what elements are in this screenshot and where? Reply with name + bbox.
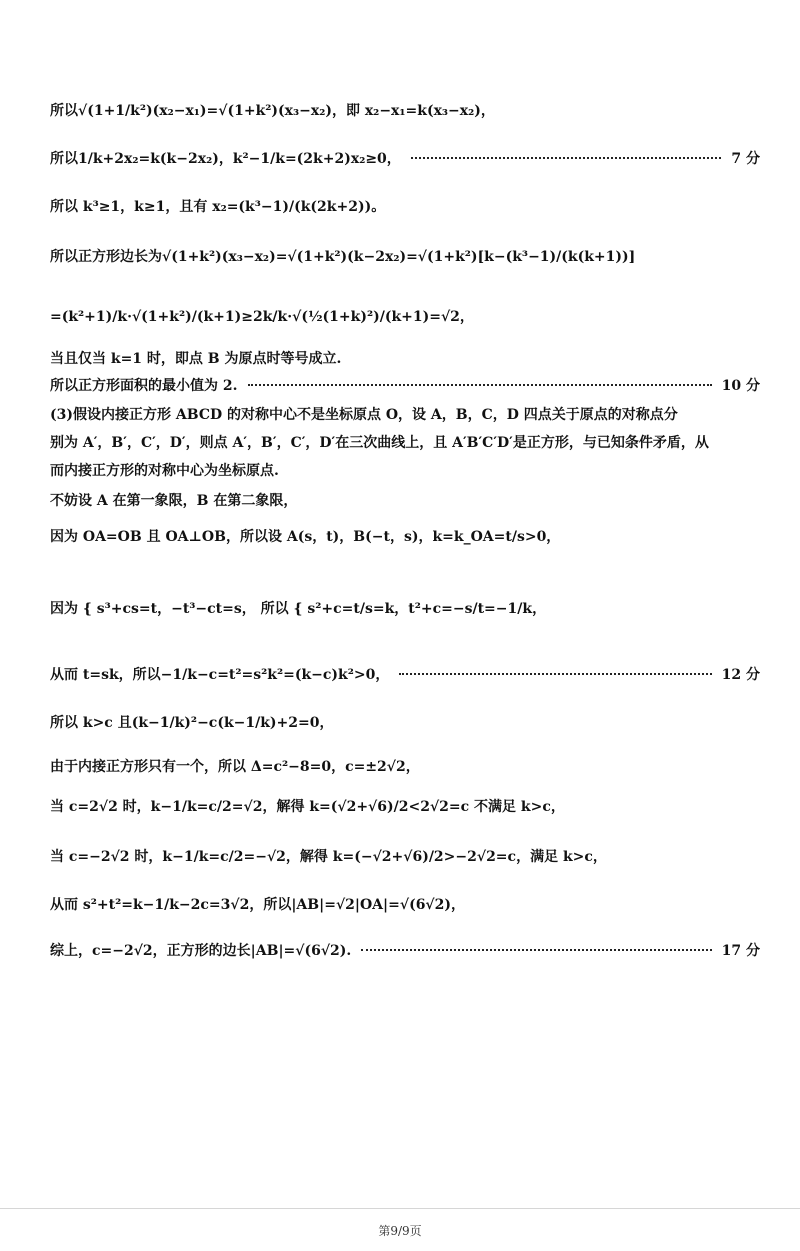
line-text: 综上，c=−2√2，正方形的边长|AB|=√(6√2). xyxy=(50,943,352,959)
line-text: 当 c=−2√2 时，k−1/k=c/2=−√2，解得 k=(−√2+√6)/2>−2√2=c，满足 k>c， xyxy=(50,849,607,865)
solution-line xyxy=(50,598,760,618)
footer-divider xyxy=(0,1208,800,1209)
solution-line xyxy=(50,940,760,960)
line-text: 所以 k>c 且(k−1/k)²−c(k−1/k)+2=0， xyxy=(50,715,334,731)
page-number: 第9/9页 xyxy=(378,1224,422,1238)
line-text: 由于内接正方形只有一个，所以 Δ=c²−8=0，c=±2√2， xyxy=(50,759,420,775)
solution-line xyxy=(50,306,760,326)
solution-line xyxy=(50,246,760,266)
line-text: =(k²+1)/k·√(1+k²)/(k+1)≥2k/k·√(½(1+k)²)/(k+1)=√2， xyxy=(50,309,474,325)
solution-line xyxy=(50,664,760,684)
solution-line xyxy=(50,796,760,816)
line-text: 所以1/k+2x₂=k(k−2x₂)，k²−1/k=(2k+2)x₂≥0， xyxy=(50,151,401,167)
solution-line xyxy=(50,100,760,120)
line-text: 因为 OA=OB 且 OA⊥OB，所以设 A(s，t)，B(−t，s)，k=k_OA=t/s>0， xyxy=(50,529,561,545)
leader-dots xyxy=(411,157,722,159)
leader-dots xyxy=(399,673,711,675)
solution-line xyxy=(50,404,760,424)
score-label: 10 分 xyxy=(721,378,760,394)
line-text: 从而 s²+t²=k−1/k−2c=3√2，所以|AB|=√2|OA|=√(6√2)， xyxy=(50,897,466,913)
solution-line xyxy=(50,348,760,368)
solution-line xyxy=(50,894,760,914)
solution-line xyxy=(50,432,760,452)
line-text: 不妨设 A 在第一象限，B 在第二象限， xyxy=(50,493,298,509)
solution-line xyxy=(50,196,760,216)
line-text: 所以 k³≥1，k≥1，且有 x₂=(k³−1)/(k(2k+2))。 xyxy=(50,199,386,215)
score-label: 17 分 xyxy=(721,943,760,959)
score-label: 12 分 xyxy=(721,667,760,683)
solution-line xyxy=(50,756,760,776)
line-text: 而内接正方形的对称中心为坐标原点. xyxy=(50,463,279,479)
solution-line xyxy=(50,490,760,510)
leader-dots xyxy=(361,949,711,951)
solution-line xyxy=(50,148,760,168)
solution-line xyxy=(50,375,760,395)
line-text: 所以√(1+1/k²)(x₂−x₁)=√(1+k²)(x₃−x₂)，即 x₂−x₁=k(x₃−x₂)， xyxy=(50,103,495,119)
line-text: (3)假设内接正方形 ABCD 的对称中心不是坐标原点 O，设 A，B，C，D 四点关于原点的对称点分 xyxy=(50,407,678,423)
line-text: 当 c=2√2 时，k−1/k=c/2=√2，解得 k=(√2+√6)/2<2√2=c 不满足 k>c， xyxy=(50,799,565,815)
line-text: 因为 { s³+cs=t，−t³−ct=s， 所以 { s²+c=t/s=k，t²+c=−s/t=−1/k， xyxy=(50,601,547,617)
line-text: 当且仅当 k=1 时，即点 B 为原点时等号成立. xyxy=(50,351,342,367)
line-text: 别为 A′，B′，C′，D′，则点 A′，B′，C′，D′在三次曲线上，且 A′B′C′D′是正方形，与已知条件矛盾，从 xyxy=(50,435,709,451)
solution-line xyxy=(50,712,760,732)
solution-line xyxy=(50,460,760,480)
solution-line xyxy=(50,526,760,546)
leader-dots xyxy=(248,384,712,386)
solution-line xyxy=(50,846,760,866)
line-text: 所以正方形面积的最小值为 2. xyxy=(50,378,238,394)
line-text: 从而 t=sk，所以−1/k−c=t²=s²k²=(k−c)k²>0， xyxy=(50,667,390,683)
score-label: 7 分 xyxy=(731,151,760,167)
line-text: 所以正方形边长为√(1+k²)(x₃−x₂)=√(1+k²)(k−2x₂)=√(1+k²)[k−(k³−1)/(k(k+1))] xyxy=(50,249,636,265)
